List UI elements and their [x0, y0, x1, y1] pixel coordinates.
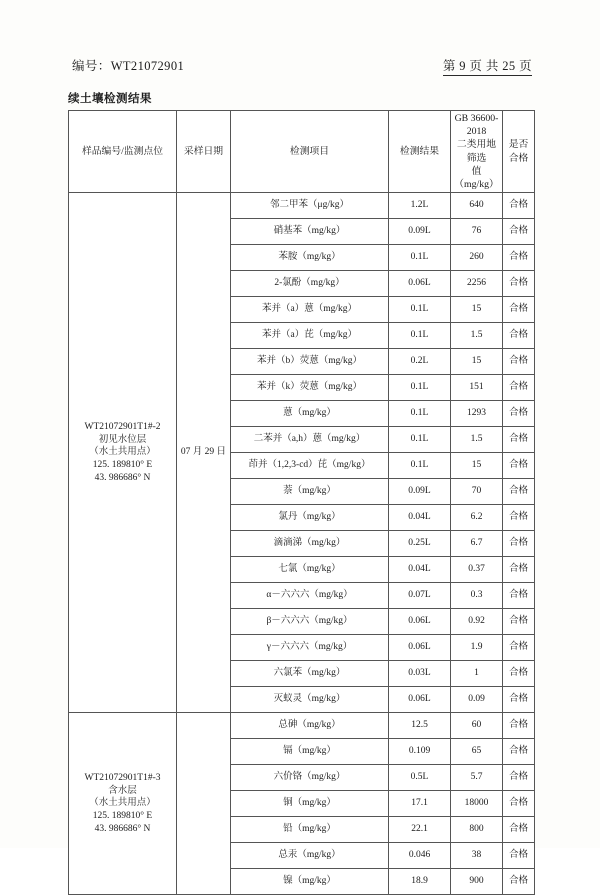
- test-result-cell: 0.09L: [389, 219, 451, 245]
- test-item-cell: α－六六六（mg/kg）: [231, 583, 389, 609]
- test-result-cell: 0.06L: [389, 687, 451, 713]
- test-result-cell: 0.109: [389, 739, 451, 765]
- pass-status-cell: 合格: [503, 349, 535, 375]
- pass-status-cell: 合格: [503, 557, 535, 583]
- test-item-cell: 2-氯酚（mg/kg）: [231, 271, 389, 297]
- pass-header-line-2: 合格: [508, 152, 529, 164]
- test-item-cell: 总汞（mg/kg）: [231, 843, 389, 869]
- test-item-cell: 铅（mg/kg）: [231, 817, 389, 843]
- test-item-cell: 苯并（a）芘（mg/kg）: [231, 323, 389, 349]
- pass-status-cell: 合格: [503, 817, 535, 843]
- pass-status-cell: 合格: [503, 765, 535, 791]
- test-item-cell: 苯并（b）荧蒽（mg/kg）: [231, 349, 389, 375]
- pass-status-cell: 合格: [503, 401, 535, 427]
- pass-status-cell: 合格: [503, 245, 535, 271]
- pass-status-cell: 合格: [503, 505, 535, 531]
- column-header-pass: [503, 111, 535, 193]
- screening-limit-cell: 76: [451, 219, 503, 245]
- screening-limit-cell: 5.7: [451, 765, 503, 791]
- screening-limit-cell: 151: [451, 375, 503, 401]
- section-title: 续土壤检测结果: [68, 93, 152, 105]
- pass-status-cell: 合格: [503, 323, 535, 349]
- pass-status-cell: 合格: [503, 531, 535, 557]
- test-result-cell: 0.25L: [389, 531, 451, 557]
- test-item-cell: β－六六六（mg/kg）: [231, 609, 389, 635]
- screening-limit-cell: 15: [451, 453, 503, 479]
- test-item-cell: 氯丹（mg/kg）: [231, 505, 389, 531]
- sample-id-cell: [69, 713, 177, 895]
- test-item-cell: 镍（mg/kg）: [231, 869, 389, 895]
- test-result-cell: 0.07L: [389, 583, 451, 609]
- screening-limit-cell: 640: [451, 193, 503, 219]
- pass-status-cell: 合格: [503, 271, 535, 297]
- document-number: 编号：WT21072901: [72, 59, 185, 73]
- screening-limit-cell: 6.2: [451, 505, 503, 531]
- test-item-cell: 二苯并（a,h）蒽（mg/kg）: [231, 427, 389, 453]
- column-header-item: 检测项目: [231, 111, 389, 193]
- screening-limit-cell: 800: [451, 817, 503, 843]
- table-row: [69, 193, 535, 219]
- test-result-cell: 22.1: [389, 817, 451, 843]
- pass-status-cell: 合格: [503, 791, 535, 817]
- screening-limit-cell: 900: [451, 869, 503, 895]
- test-result-cell: 0.06L: [389, 635, 451, 661]
- pass-status-cell: 合格: [503, 375, 535, 401]
- screening-limit-cell: 1293: [451, 401, 503, 427]
- limit-header-line-1: GB 36600-2018: [454, 113, 499, 138]
- table-body: [69, 193, 535, 895]
- limit-header-line-2: 二类用地筛选: [456, 139, 497, 164]
- pass-status-cell: 合格: [503, 635, 535, 661]
- sample-line: 初见水位层: [98, 434, 147, 445]
- test-result-cell: 12.5: [389, 713, 451, 739]
- screening-limit-cell: 18000: [451, 791, 503, 817]
- test-item-cell: 茚并（1,2,3-cd）芘（mg/kg）: [231, 453, 389, 479]
- test-item-cell: 苯并（k）荧蒽（mg/kg）: [231, 375, 389, 401]
- pass-header-line-1: 是否: [508, 139, 529, 151]
- test-item-cell: 蒽（mg/kg）: [231, 401, 389, 427]
- pass-status-cell: 合格: [503, 869, 535, 895]
- screening-limit-cell: 1.5: [451, 323, 503, 349]
- screening-limit-cell: 0.09: [451, 687, 503, 713]
- sample-line: 43. 986686° N: [94, 473, 151, 484]
- test-item-cell: γ－六六六（mg/kg）: [231, 635, 389, 661]
- test-result-cell: 0.1L: [389, 427, 451, 453]
- test-result-cell: 0.1L: [389, 245, 451, 271]
- test-result-cell: 0.5L: [389, 765, 451, 791]
- sampling-date-cell: [177, 713, 231, 895]
- screening-limit-cell: 65: [451, 739, 503, 765]
- screening-limit-cell: 0.37: [451, 557, 503, 583]
- limit-header-line-3: 值（mg/kg）: [454, 165, 499, 191]
- screening-limit-cell: 60: [451, 713, 503, 739]
- test-result-cell: 0.06L: [389, 271, 451, 297]
- pass-status-cell: 合格: [503, 843, 535, 869]
- sample-line: WT21072901T1#-3: [84, 772, 161, 783]
- screening-limit-cell: 38: [451, 843, 503, 869]
- sample-line: 125. 189810° E: [92, 811, 153, 822]
- sample-line: （水土共用点）: [89, 447, 156, 458]
- screening-limit-cell: 15: [451, 349, 503, 375]
- test-item-cell: 总砷（mg/kg）: [231, 713, 389, 739]
- soil-test-results-table: [68, 110, 535, 895]
- column-header-date: 采样日期: [177, 111, 231, 193]
- sampling-date-cell: 07 月 29 日: [177, 193, 231, 713]
- test-result-cell: 0.06L: [389, 609, 451, 635]
- screening-limit-cell: 260: [451, 245, 503, 271]
- pass-status-cell: 合格: [503, 661, 535, 687]
- test-result-cell: 0.1L: [389, 297, 451, 323]
- pass-status-cell: 合格: [503, 687, 535, 713]
- pass-status-cell: 合格: [503, 583, 535, 609]
- test-result-cell: 0.1L: [389, 375, 451, 401]
- sample-line: （水土共用点）: [89, 798, 156, 809]
- screening-limit-cell: 1: [451, 661, 503, 687]
- test-result-cell: 0.03L: [389, 661, 451, 687]
- column-header-result: 检测结果: [389, 111, 451, 193]
- test-result-cell: 18.9: [389, 869, 451, 895]
- screening-limit-cell: 1.9: [451, 635, 503, 661]
- table-row: [69, 713, 535, 739]
- test-result-cell: 1.2L: [389, 193, 451, 219]
- sample-line: 125. 189810° E: [92, 460, 153, 471]
- screening-limit-cell: 2256: [451, 271, 503, 297]
- test-item-cell: 邻二甲苯（μg/kg）: [231, 193, 389, 219]
- screening-limit-cell: 1.5: [451, 427, 503, 453]
- test-result-cell: 0.1L: [389, 401, 451, 427]
- test-item-cell: 六氯苯（mg/kg）: [231, 661, 389, 687]
- test-item-cell: 苯胺（mg/kg）: [231, 245, 389, 271]
- test-result-cell: 0.04L: [389, 505, 451, 531]
- test-item-cell: 萘（mg/kg）: [231, 479, 389, 505]
- test-result-cell: 0.1L: [389, 323, 451, 349]
- column-header-limit: [451, 111, 503, 193]
- test-result-cell: 0.2L: [389, 349, 451, 375]
- screening-limit-cell: 6.7: [451, 531, 503, 557]
- column-header-sample: 样品编号/监测点位: [69, 111, 177, 193]
- screening-limit-cell: 0.92: [451, 609, 503, 635]
- sample-line: WT21072901T1#-2: [84, 421, 161, 432]
- test-result-cell: 0.09L: [389, 479, 451, 505]
- page-header: [72, 56, 532, 76]
- test-item-cell: 六价铬（mg/kg）: [231, 765, 389, 791]
- test-result-cell: 0.1L: [389, 453, 451, 479]
- sample-line: 43. 986686° N: [94, 824, 151, 835]
- page-number: 第 9 页 共 25 页: [443, 56, 532, 76]
- screening-limit-cell: 70: [451, 479, 503, 505]
- screening-limit-cell: 0.3: [451, 583, 503, 609]
- test-result-cell: 17.1: [389, 791, 451, 817]
- pass-status-cell: 合格: [503, 479, 535, 505]
- test-item-cell: 镉（mg/kg）: [231, 739, 389, 765]
- test-item-cell: 苯并（a）蒽（mg/kg）: [231, 297, 389, 323]
- test-item-cell: 铜（mg/kg）: [231, 791, 389, 817]
- table-header-row: [69, 111, 535, 193]
- test-result-cell: 0.04L: [389, 557, 451, 583]
- test-item-cell: 硝基苯（mg/kg）: [231, 219, 389, 245]
- pass-status-cell: 合格: [503, 297, 535, 323]
- pass-status-cell: 合格: [503, 713, 535, 739]
- sample-id-cell: [69, 193, 177, 713]
- pass-status-cell: 合格: [503, 427, 535, 453]
- screening-limit-cell: 15: [451, 297, 503, 323]
- test-item-cell: 七氯（mg/kg）: [231, 557, 389, 583]
- pass-status-cell: 合格: [503, 739, 535, 765]
- pass-status-cell: 合格: [503, 609, 535, 635]
- test-item-cell: 滴滴涕（mg/kg）: [231, 531, 389, 557]
- sample-line: 含水层: [108, 785, 137, 796]
- pass-status-cell: 合格: [503, 453, 535, 479]
- pass-status-cell: 合格: [503, 219, 535, 245]
- pass-status-cell: 合格: [503, 193, 535, 219]
- test-result-cell: 0.046: [389, 843, 451, 869]
- test-item-cell: 灭蚁灵（mg/kg）: [231, 687, 389, 713]
